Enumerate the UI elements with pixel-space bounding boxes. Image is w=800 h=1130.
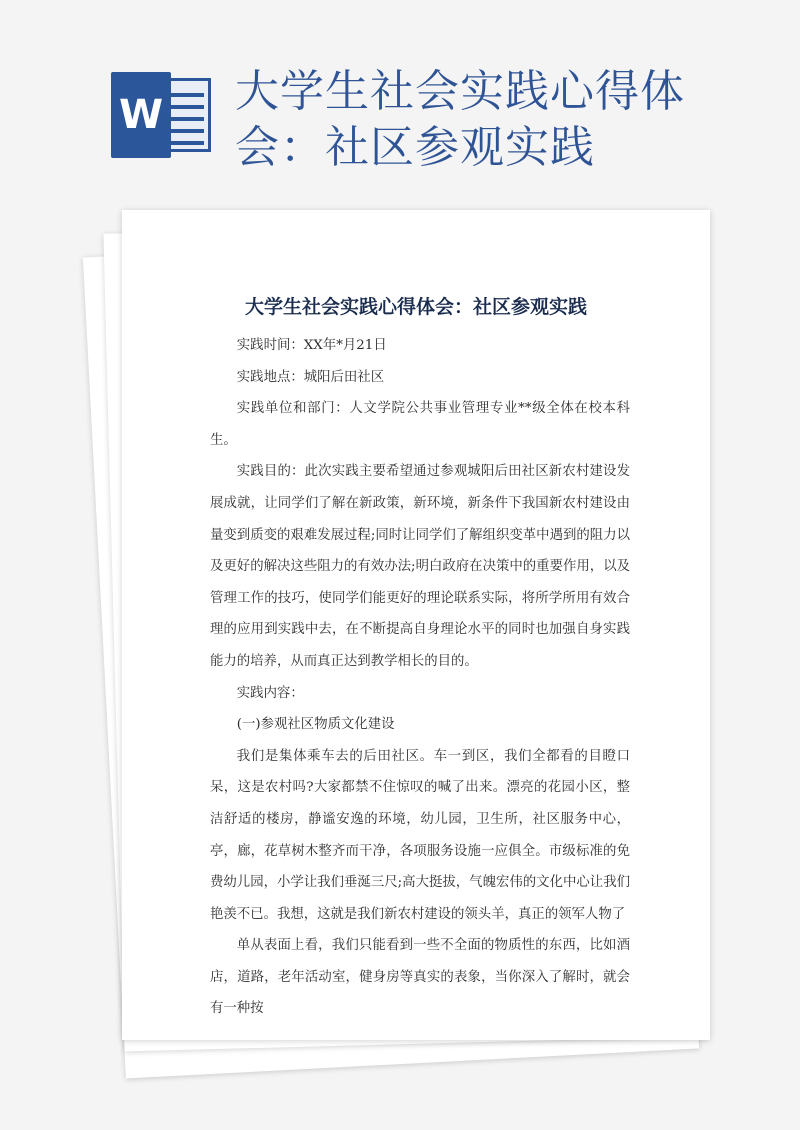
- paragraph: 实践目的：此次实践主要希望通过参观城阳后田社区新农村建设发展成就，让同学们了解在新政策，新环境，新条件下我国新农村建设由量变到质变的艰难发展过程;同时让同学们了解组织变革中遇到的阻力以及更好的解决这些阻力的有效办法;明白政府在决策中的重要作用，以及管理工作的技巧，使同学们能更好的理论联系实际，将所学所用有效合理的应用到实践中去，在不断提高自身理论水平的同时也加强自身实践能力的培养，从而真正达到教学相长的目的。: [210, 464, 630, 669]
- paragraph: 我们是集体乘车去的后田社区。车一到区，我们全都看的目瞪口呆，这是农村吗?大家都禁不住惊叹的喊了出来。漂亮的花园小区，整洁舒适的楼房，静谧安逸的环境，幼儿园，卫生所，社区服务中心，亭，廊，花草树木整齐而干净，各项服务设施一应俱全。市级标准的免费幼儿园，小学让我们垂涎三尺;高大挺拔，气魄宏伟的文化中心让我们艳羡不已。我想，这就是我们新农村建设的领头羊，真正的领军人物了: [210, 748, 630, 922]
- document-page: [122, 210, 710, 1040]
- paragraph: 实践内容：: [236, 685, 304, 701]
- paragraph: 实践地点：城阳后田社区: [236, 369, 385, 385]
- word-icon: [111, 72, 211, 158]
- document-title: 大学生社会实践心得体会：社区参观实践: [244, 296, 587, 318]
- paragraph: 实践单位和部门：人文学院公共事业管理专业**级全体在校本科生。: [210, 401, 630, 448]
- cover-title: 大学生社会实践心得体会：社区参观实践: [235, 66, 685, 173]
- paragraph: 单从表面上看，我们只能看到一些不全面的物质性的东西，比如酒店，道路，老年活动室，健身房等真实的表象，当你深入了解时，就会有一种按: [210, 938, 630, 1017]
- word-letter-badge: W: [111, 72, 171, 158]
- document-body: [210, 330, 630, 1025]
- paragraph: (一)参观社区物质文化建设: [236, 717, 395, 733]
- paragraph: 实践时间：XX年*月21日: [236, 338, 387, 353]
